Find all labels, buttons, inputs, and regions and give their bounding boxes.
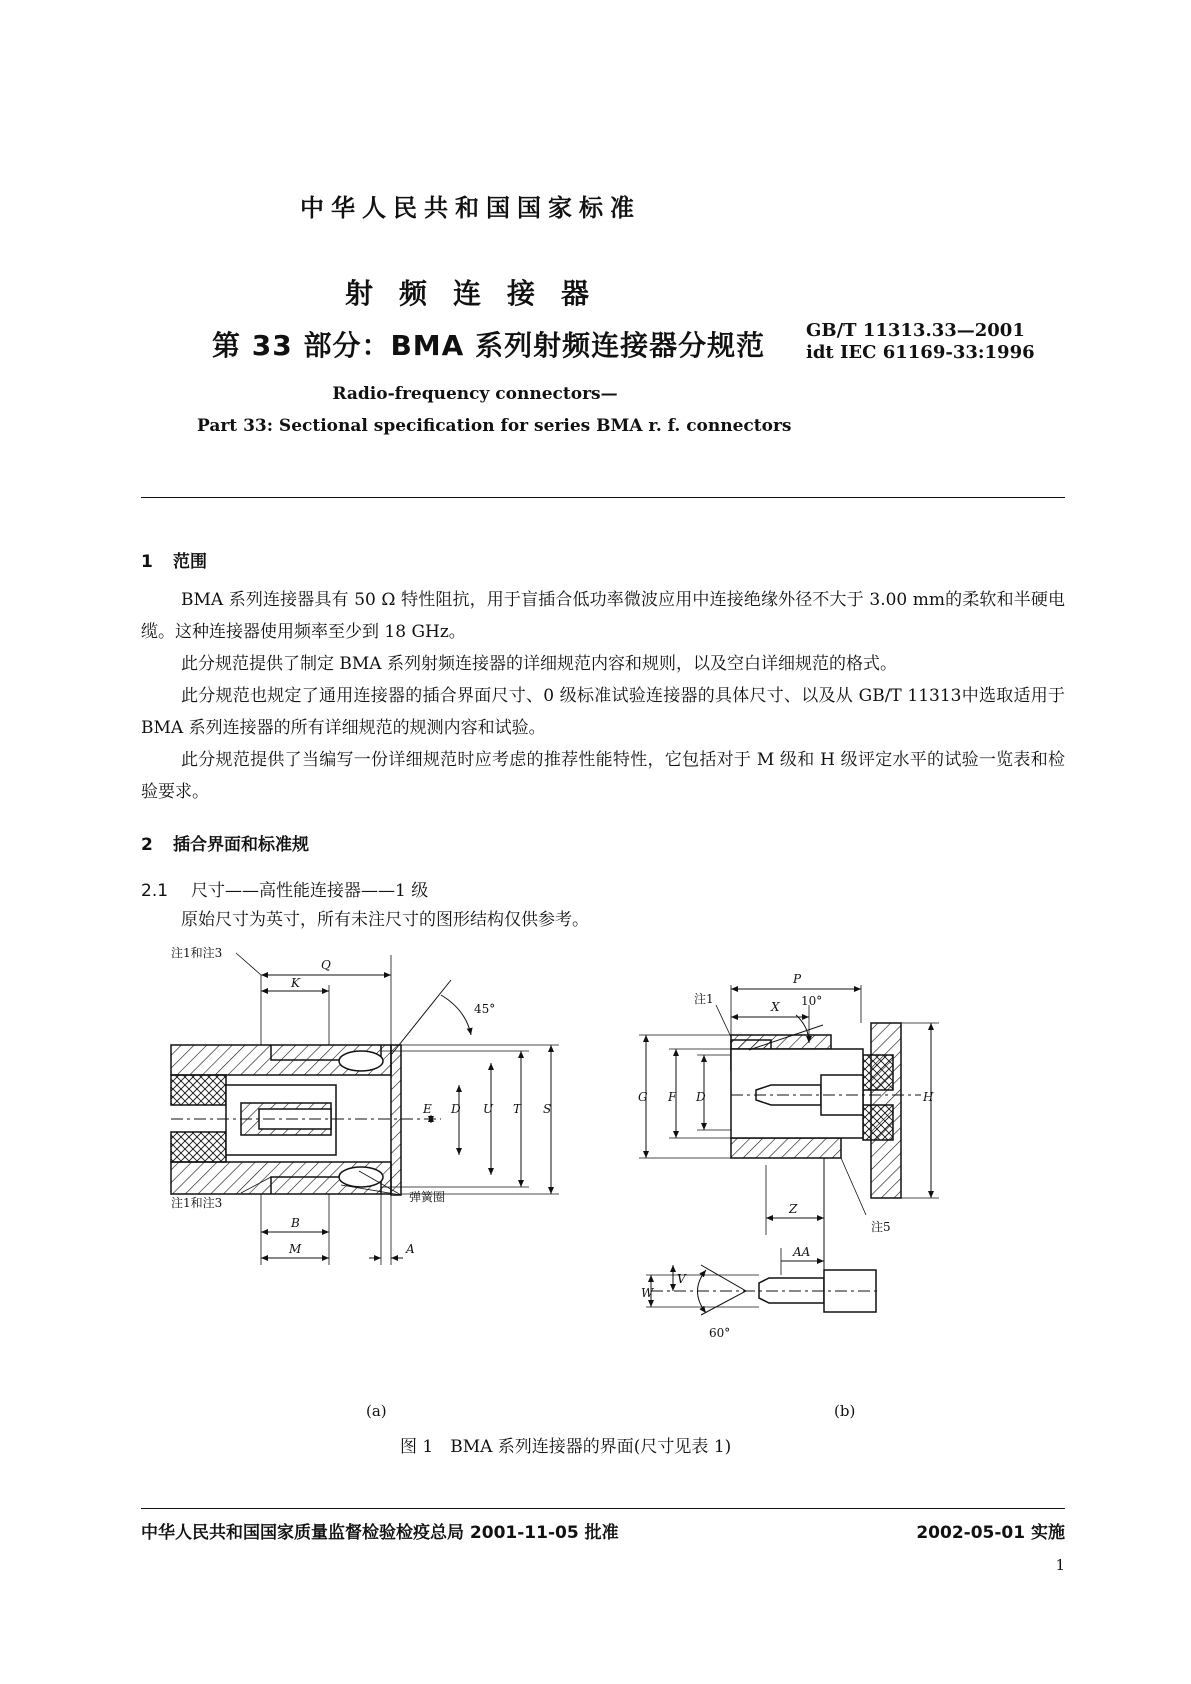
label-x: X [771, 1000, 780, 1014]
label-k: K [291, 976, 300, 990]
label-z: Z [789, 1202, 798, 1216]
section-title: 插合界面和标准规 [173, 835, 309, 855]
label-angle-60: 60° [709, 1326, 731, 1340]
label-m: M [289, 1242, 302, 1256]
figure-caption: 图 1 BMA 系列连接器的界面(尺寸见表 1) [400, 1437, 732, 1457]
footer-divider [141, 1508, 1065, 1509]
label-q: Q [321, 958, 331, 972]
figure-b-drawing [639, 985, 939, 1315]
label-d: D [451, 1102, 461, 1116]
label-v: V [677, 1272, 686, 1286]
section-number: 2 [141, 835, 153, 855]
standard-number: GB/T 11313.33—2001 [806, 320, 1025, 341]
standard-idt: idt IEC 61169-33:1996 [806, 342, 1035, 363]
label-aa: AA [793, 1245, 811, 1259]
label-p: P [793, 972, 802, 986]
label-g: G [638, 1090, 648, 1104]
label-a: A [406, 1242, 415, 1256]
label-e: E [423, 1102, 432, 1116]
subsection-title: 尺寸——高性能连接器——1 级 [191, 881, 429, 901]
label-f: F [668, 1090, 677, 1104]
national-standard-heading: 中华人民共和国国家标准 [300, 194, 641, 222]
label-spring: 弹簧圈 [409, 1190, 446, 1204]
label-w: W [641, 1286, 654, 1300]
label-b: B [291, 1216, 300, 1230]
implementation-date: 2002-05-01 实施 [916, 1523, 1065, 1543]
paragraph-scope-4: 此分规范提供了当编写一份详细规范时应考虑的推荐性能特性，它包括对于 M 级和 H 级评定水平的试验一览表和检验要求。 [141, 750, 1065, 802]
label-u: U [483, 1102, 494, 1116]
section-1-heading [141, 547, 207, 572]
section-2-heading [141, 830, 309, 855]
label-angle-10: 10° [801, 994, 823, 1008]
label-note5: 注5 [871, 1220, 891, 1234]
section-number: 1 [141, 552, 153, 572]
section-title: 范围 [173, 552, 207, 572]
label-note1: 注1 [694, 992, 714, 1006]
approval-statement: 中华人民共和国国家质量监督检验检疫总局 2001-11-05 批准 [141, 1523, 619, 1543]
subsection-2-1-heading [141, 876, 428, 901]
page-number: 1 [1055, 1556, 1065, 1574]
label-note13-bottom: 注1和注3 [171, 1196, 223, 1210]
label-d-b: D [696, 1090, 706, 1104]
title-en-line1: Radio-frequency connectors— [332, 384, 618, 404]
label-t: T [513, 1102, 522, 1116]
title-en-line2: Part 33: Sectional specification for series BMA r. f. connectors [197, 416, 792, 436]
label-h: H [923, 1090, 934, 1104]
label-note13-top: 注1和注3 [171, 946, 223, 960]
figure-sublabel-b: (b) [834, 1402, 856, 1420]
title-cn-line2: 第 33 部分：BMA 系列射频连接器分规范 [212, 329, 766, 362]
paragraph-scope-2: 此分规范提供了制定 BMA 系列射频连接器的详细规范内容和规则，以及空白详细规范的格式。 [181, 654, 897, 674]
figure-sublabel-a: (a) [366, 1402, 387, 1420]
paragraph-dimensions-note: 原始尺寸为英寸，所有未注尺寸的图形结构仅供参考。 [181, 910, 589, 930]
standard-number-block [806, 320, 1035, 364]
header-divider [141, 497, 1065, 498]
figure-a-drawing [171, 953, 559, 1265]
title-cn-line1: 射频连接器 [345, 277, 616, 310]
paragraph-scope-3: 此分规范也规定了通用连接器的插合界面尺寸、0 级标准试验连接器的具体尺寸、以及从 GB/T 11313中选取适用于BMA 系列连接器的所有详细规范的规测内容和试验。 [141, 686, 1065, 738]
subsection-number: 2.1 [141, 881, 169, 901]
paragraph-scope-1: BMA 系列连接器具有 50 Ω 特性阻抗，用于盲插合低功率微波应用中连接绝缘外径不大于 3.00 mm的柔软和半硬电缆。这种连接器使用频率至少到 18 GHz。 [141, 590, 1065, 642]
connector-interface-figure [141, 945, 1065, 1400]
label-angle-45: 45° [474, 1002, 496, 1016]
label-s: S [543, 1102, 552, 1116]
